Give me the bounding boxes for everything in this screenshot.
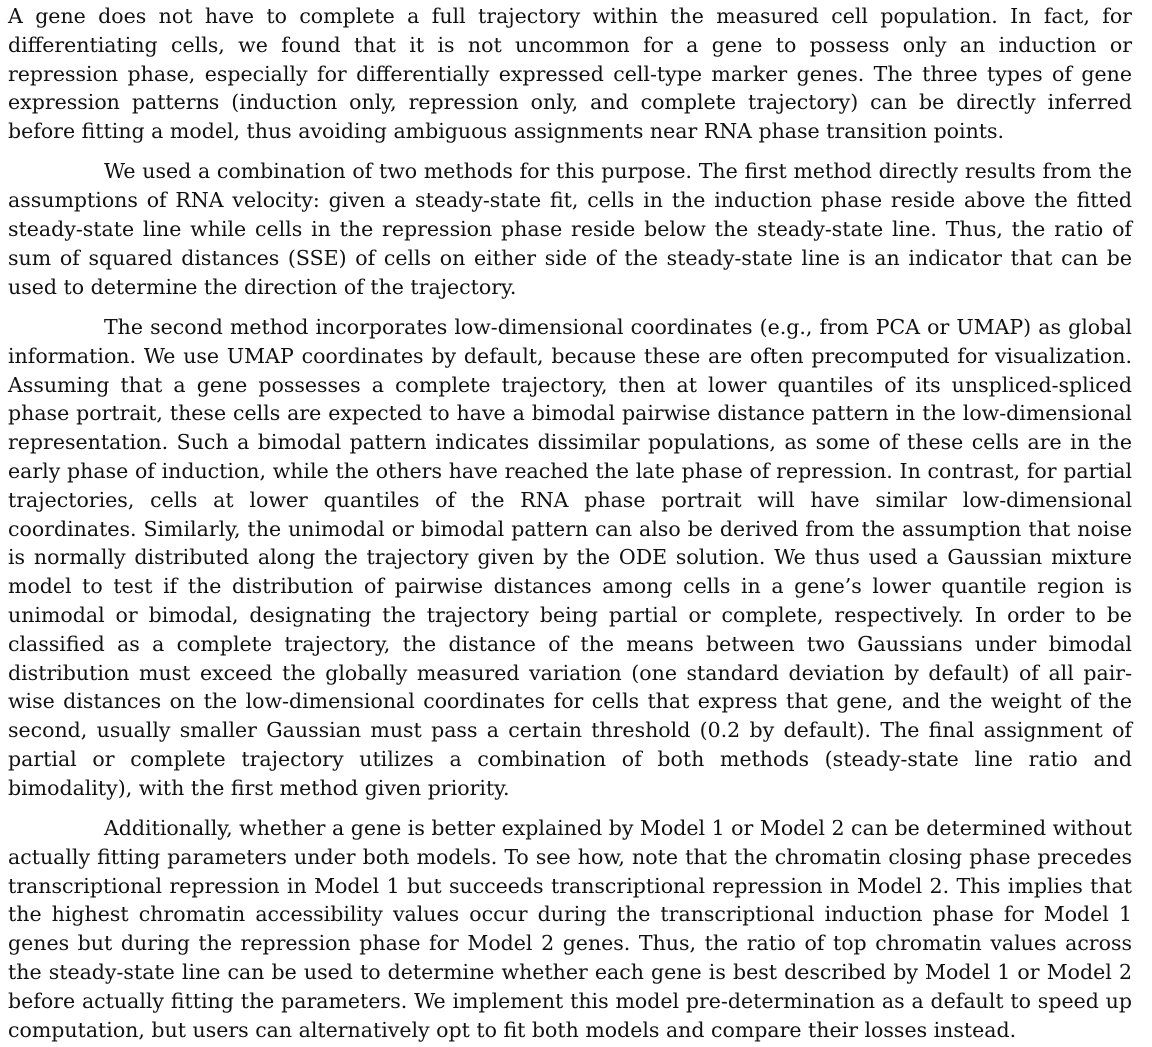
paragraph-bimodality-method: The second method incorporates low-dimensional coordinates (e.g., from PCA or UMAP) as global information. We use UMAP coordinates by default, because these are often precomputed for visualization. Assuming that a gene possesses a complete trajectory, then at lower quantiles of its unspliced-spliced phase portrait, these cells are expected to have a bimodal pairwise distance pattern in the low-dimensional representation. Such a bimodal pattern indicates dissimilar populations, as some of these cells are in the early phase of induction, while the others have reached the late phase of repression. In contrast, for partial trajectories, cells at lower quantiles of the RNA phase portrait will have similar low-dimensional coordinates. Similarly, the unimodal or bimodal pattern can also be derived from the assumption that noise is normally distributed along the trajectory given by the ODE solution. We thus used a Gaussian mixture model to test if the distribution of pairwise distances among cells in a gene’s lower quantile region is unimodal or bimodal, designating the trajectory being partial or complete, respectively. In order to be classified as a complete trajectory, the distance of the means between two Gaussians under bimodal distribution must exceed the globally measured variation (one standard deviation by default) of all pair-wise distances on the low-dimensional coordinates for cells that express that gene, and the weight of the second, usually smaller Gaussian must pass a certain threshold (0.2 by default). The final assignment of partial or complete trajectory utilizes a combination of both methods (steady-state line ratio and bimodality), with the first method given priority.: [8, 314, 1132, 800]
paragraph-model-predetermination: Additionally, whether a gene is better explained by Model 1 or Model 2 can be determined without actually fitting parameters under both models. To see how, note that the chromatin closing phase precedes transcriptional repression in Model 1 but succeeds transcriptional repression in Model 2. This implies that the highest chromatin accessibility values occur during the transcriptional induction phase for Model 1 genes but during the repression phase for Model 2 genes. Thus, the ratio of top chromatin values across the steady-state line can be used to determine whether each gene is best described by Model 1 or Model 2 before actually fitting the parameters. We implement this model pre-determination as a default to speed up computation, but users can alternatively opt to fit both models and compare their losses instead.: [8, 816, 1132, 1042]
paragraph-trajectory-types: A gene does not have to complete a full trajectory within the measured cell population. In fact, for differentiating cells, we found that it is not uncommon for a gene to possess only an induction or repression phase, especially for differentially expressed cell-type marker genes. The three types of gene expression patterns (induction only, repression only, and complete trajectory) can be directly inferred before fitting a model, thus avoiding ambiguous assignments near RNA phase transition points.: [8, 4, 1132, 144]
paragraph-steady-state-method: We used a combination of two methods for this purpose. The first method directly results from the assumptions of RNA velocity: given a steady-state fit, cells in the induction phase reside above the fitted steady-state line while cells in the repression phase reside below the steady-state line. Thus, the ratio of sum of squared distances (SSE) of cells on either side of the steady-state line is an indicator that can be used to determine the direction of the trajectory.: [8, 159, 1132, 299]
